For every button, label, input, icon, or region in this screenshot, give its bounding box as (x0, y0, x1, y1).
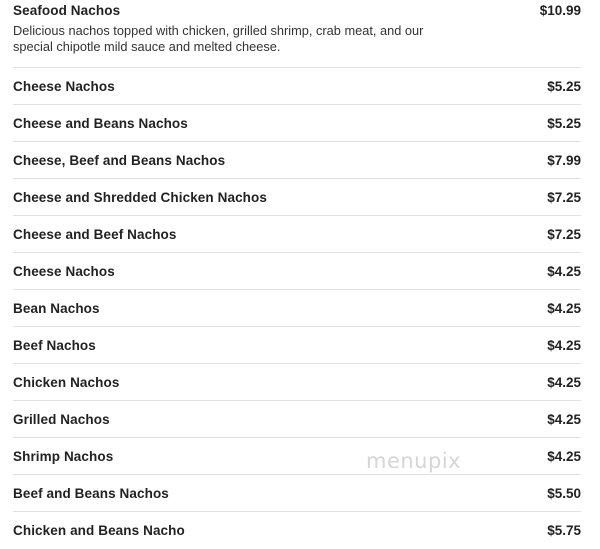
menu-item-name: Grilled Nachos (13, 411, 110, 427)
menu-item (13, 179, 581, 216)
menu-item-name: Cheese Nachos (13, 78, 115, 94)
menu-item-name: Chicken Nachos (13, 374, 120, 390)
menu-item-name: Cheese and Shredded Chicken Nachos (13, 189, 267, 205)
menu-item (13, 475, 581, 512)
menu-item (13, 253, 581, 290)
menu-list (13, 0, 581, 549)
menu-item-price: $5.50 (547, 485, 581, 501)
menu-item-price: $5.25 (547, 78, 581, 94)
menu-item-name: Cheese and Beans Nachos (13, 115, 188, 131)
menu-item-name: Chicken and Beans Nacho (13, 523, 185, 538)
menu-item-price: $4.25 (547, 374, 581, 390)
menu-item-description: Delicious nachos topped with chicken, grilled shrimp, crab meat, and our special chipotle mild sauce and melted cheese. (13, 23, 424, 54)
menu-item-price: $7.25 (547, 226, 581, 242)
menu-item-price: $5.25 (547, 115, 581, 131)
menu-item (13, 0, 581, 68)
menu-item-price: $4.25 (547, 448, 581, 464)
menu-item-name: Shrimp Nachos (13, 448, 114, 464)
menu-item-name: Cheese and Beef Nachos (13, 226, 177, 242)
menu-item-price: $4.25 (547, 263, 581, 279)
menu-item-name: Beef and Beans Nachos (13, 485, 169, 501)
menu-item (13, 438, 581, 475)
menu-item (13, 364, 581, 401)
menu-item (13, 68, 581, 105)
menu-item-price: $4.25 (547, 300, 581, 316)
menu-item (13, 512, 581, 549)
menu-item-name: Cheese Nachos (13, 263, 115, 279)
menu-item-price: $4.25 (547, 337, 581, 353)
menu-item (13, 327, 581, 364)
menu-item-price: $7.99 (547, 152, 581, 168)
menu-item-price: $10.99 (539, 3, 581, 18)
menu-item (13, 401, 581, 438)
watermark-logo: menupix (366, 449, 462, 473)
menu-item-name: Seafood Nachos (13, 3, 121, 18)
menu-item-price: $4.25 (547, 411, 581, 427)
menu-item (13, 290, 581, 327)
menu-item (13, 216, 581, 253)
menu-item-name: Bean Nachos (13, 300, 100, 316)
menu-item-price: $5.75 (547, 523, 581, 538)
menu-item-price: $7.25 (547, 189, 581, 205)
menu-item (13, 142, 581, 179)
menu-item-name: Cheese, Beef and Beans Nachos (13, 152, 226, 168)
menu-item (13, 105, 581, 142)
menu-item-name: Beef Nachos (13, 337, 96, 353)
